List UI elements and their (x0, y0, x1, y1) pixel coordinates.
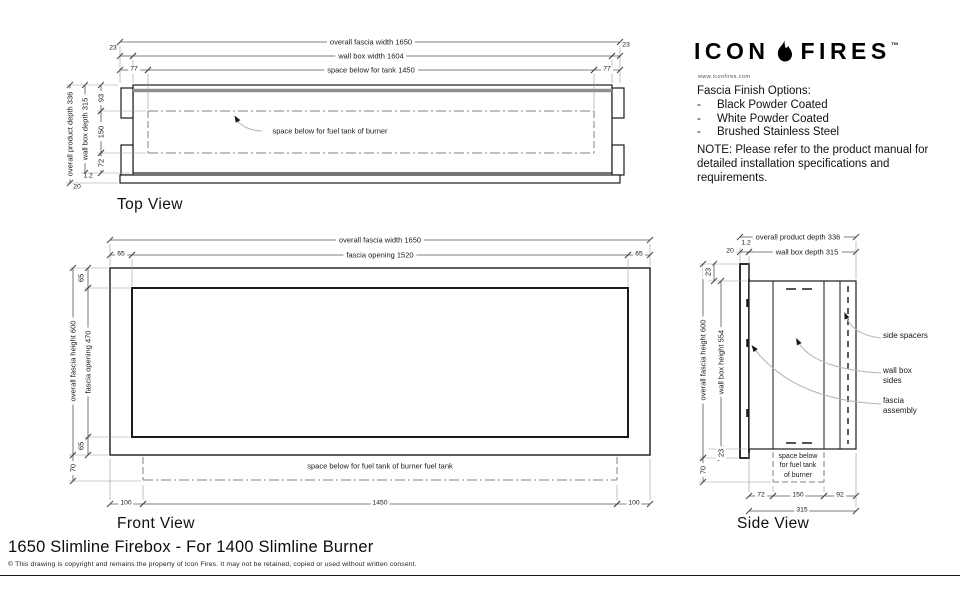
top-view-dim-offset-23-right: 23 (622, 41, 630, 49)
side-view-dim-total-depth: 315 (796, 506, 808, 514)
copyright-notice: © This drawing is copyright and remains the property of Icon Fires. It may not be retained, copied or used without written consent. (8, 561, 417, 568)
side-view-dim-rear-depth: 92 (836, 491, 844, 499)
side-view-callout-side-spacers: side spacers (883, 331, 928, 340)
top-view-title: Top View (117, 196, 183, 213)
fascia-finish-heading: Fascia Finish Options: (697, 85, 811, 97)
top-view-dim-offset-23-left: 23 (109, 44, 117, 52)
front-view-title: Front View (117, 515, 195, 532)
logo-word-fires: FIRES (800, 38, 891, 64)
icon-fires-logo (694, 40, 899, 67)
side-view-callout-wall-box-sides: wall box sides (883, 366, 912, 386)
front-view-dim-tank-height: 70 (68, 461, 78, 475)
side-view-dim-front-depth: 72 (757, 491, 765, 499)
front-view-dim-margin-left: 65 (117, 250, 125, 258)
front-view-dim-margin-top: 65 (76, 271, 86, 285)
top-view-dim-wall-box-width: wall box width 1604 (335, 51, 406, 61)
finish-option-black (697, 99, 839, 111)
installation-note: NOTE: Please refer to the product manual for detailed installation specifications and requirements. (697, 144, 929, 185)
side-view-callout-fascia-assembly: fascia assembly (883, 396, 917, 416)
front-view-dim-bottom-center: 1450 (372, 499, 388, 507)
finish-option-label: Black Powder Coated (717, 99, 828, 111)
finish-option-brushed (697, 126, 839, 138)
side-view-dim-wall-box-height: wall box height 554 (716, 327, 726, 397)
top-view-dim-offset-77-left: 77 (130, 65, 138, 73)
side-view-dim-overall-product-depth: overall product depth 336 (753, 232, 844, 242)
side-view-dim-overall-fascia-height: overall fascia height 600 (698, 317, 708, 404)
front-view-dim-overall-fascia-height: overall fascia height 600 (68, 318, 78, 405)
side-view-dim-fascia-lip: 20 (726, 247, 734, 255)
side-view-annotation-line3: of burner (783, 471, 813, 479)
flame-icon (773, 38, 794, 67)
side-view-dim-tank-depth: 150 (792, 491, 804, 499)
finish-option-white (697, 113, 839, 125)
front-view-dim-fascia-opening-height: fascia opening 470 (83, 328, 93, 397)
front-view-dim-fascia-opening-width: fascia opening 1520 (343, 250, 416, 260)
logo-word-icon: ICON (694, 38, 770, 64)
fascia-finish-options (697, 99, 839, 140)
top-view-dim-tank-depth: 150 (96, 123, 106, 142)
front-view-annotation-tank-space: space below for fuel tank of burner fuel tank (304, 461, 456, 471)
top-view-dim-fascia-thickness: 1.2 (83, 172, 93, 180)
top-view-dim-offset-77-right: 77 (603, 65, 611, 73)
logo-trademark: ™ (890, 41, 899, 50)
drawing-title: 1650 Slimline Firebox - For 1400 Slimline Burner (8, 538, 374, 556)
side-view-annotation-line2: for fuel tank (779, 462, 817, 470)
front-view-dim-margin-bottom: 65 (76, 439, 86, 453)
top-view-dim-overall-fascia-width: overall fascia width 1650 (327, 37, 415, 47)
side-view-dim-top-offset: 23 (703, 265, 713, 279)
top-view-annotation-tank-space: space below for fuel tank of burner (269, 126, 390, 136)
side-view-annotation-tank-space (771, 452, 825, 480)
front-view-dim-bottom-right: 100 (628, 499, 640, 507)
bullet-dash: - (697, 112, 701, 125)
front-view-dim-margin-right: 65 (635, 250, 643, 258)
side-view-dim-tank-height: 70 (698, 463, 708, 477)
top-view-dim-fascia-lip: 20 (73, 183, 81, 191)
front-view-dim-bottom-left: 100 (120, 499, 132, 507)
logo-website: www.iconfires.com (698, 74, 751, 80)
top-view-dim-tank-space-width: space below for tank 1450 (324, 65, 418, 75)
top-view-dim-overall-product-depth: overall product depth 336 (65, 89, 75, 180)
top-view-dim-rear-depth: 72 (96, 156, 106, 170)
side-view-dim-wall-box-depth: wall box depth 315 (773, 247, 842, 257)
bullet-dash: - (697, 99, 701, 111)
top-view-dim-front-depth: 93 (96, 91, 106, 105)
bullet-dash: - (697, 126, 701, 138)
front-view-dim-overall-fascia-width: overall fascia width 1650 (336, 235, 424, 245)
side-view-title: Side View (737, 515, 810, 532)
top-view-dim-wall-box-depth: wall box depth 315 (80, 95, 90, 164)
side-view-dim-fascia-thickness: 1.2 (741, 239, 751, 247)
finish-option-label: White Powder Coated (717, 112, 829, 125)
side-view-dim-bottom-offset: 23 (716, 446, 726, 460)
side-view-annotation-line1: space below (778, 453, 818, 460)
finish-option-label: Brushed Stainless Steel (717, 126, 840, 138)
